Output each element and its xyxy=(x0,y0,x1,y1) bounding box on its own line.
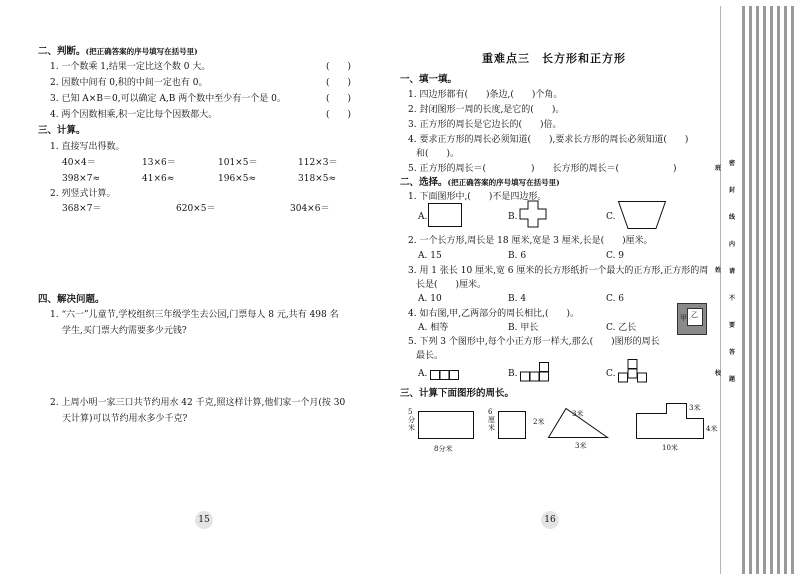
fill-item-2: 2. 封闭图形一周的长度,是它的( )。 xyxy=(408,105,565,115)
binding-stripe-7 xyxy=(784,6,787,574)
binding-char-8: 答 xyxy=(729,349,736,356)
choose-q5-opt-a[interactable]: A. xyxy=(418,369,428,379)
binding-small-top: 班 xyxy=(715,165,722,172)
binding-strip xyxy=(706,0,800,580)
rectangle-shape xyxy=(428,203,462,227)
binding-stripe-6 xyxy=(777,6,780,574)
choose-q4: 4. 如右图,甲,乙两部分的周长相比,( )。 xyxy=(408,309,580,319)
choose-q4-opt-c[interactable]: C. 乙长 xyxy=(606,323,637,333)
judge-paren-3[interactable]: ( ) xyxy=(326,94,352,104)
judge-note: (把正确答案的序号填写在括号里) xyxy=(85,47,198,56)
calc-r2-c4: 318×5≈ xyxy=(298,174,336,184)
choose-q5-line2: 最长。 xyxy=(416,351,444,361)
calc-section-title: 三、计算。 xyxy=(38,125,86,136)
binding-stripe-8 xyxy=(791,6,794,574)
choose-q1: 1. 下面图形中,( )不是四边形。 xyxy=(408,192,547,202)
jia-yi-figure xyxy=(677,303,707,335)
perimeter-section-title: 三、计算下面图形的周长。 xyxy=(400,388,515,399)
choose-note: (把正确答案的序号填写在括号里) xyxy=(447,178,560,187)
choose-q1-opt-a[interactable]: A. xyxy=(418,212,428,222)
judge-paren-1[interactable]: ( ) xyxy=(326,62,352,72)
judge-item-4: 4. 两个因数相乘,积一定比每个因数都大。 xyxy=(50,110,218,120)
binding-line xyxy=(720,6,721,574)
choose-q3-opt-a[interactable]: A. 10 xyxy=(418,294,442,304)
calc-r1-c3: 101×5＝ xyxy=(218,158,258,168)
judge-item-3: 3. 已知 A×B＝0,可以确定 A,B 两个数中至少有一个是 0。 xyxy=(50,94,286,104)
binding-stripe-5 xyxy=(770,6,773,574)
binding-stripe-1 xyxy=(742,6,745,574)
choose-q1-opt-b[interactable]: B. xyxy=(508,212,518,222)
calc-r3-c1: 368×7＝ xyxy=(62,204,102,214)
choose-q4-opt-b[interactable]: B. 甲长 xyxy=(508,323,539,333)
calc-r1-c4: 112×3＝ xyxy=(298,158,338,168)
fig1-bottom-label: 8分米 xyxy=(434,445,453,453)
binding-stripe-4 xyxy=(763,6,766,574)
jia-label: 甲 xyxy=(680,314,687,322)
calc-r3-c2: 620×5＝ xyxy=(176,204,216,214)
calc-r2-c2: 41×6≈ xyxy=(142,174,175,184)
fill-item-5: 5. 正方形的周长＝( ) 长方形的周长＝( ) xyxy=(408,164,677,174)
choose-q2: 2. 一个长方形,周长是 18 厘米,宽是 3 厘米,长是( )厘米。 xyxy=(408,236,653,246)
binding-char-4: 内 xyxy=(729,241,736,248)
calc-r3-c3: 304×6＝ xyxy=(290,204,330,214)
fill-item-1: 1. 四边形都有( )条边,( )个角。 xyxy=(408,90,563,100)
squares-l-shape xyxy=(520,362,550,382)
fill-section-title: 一、填一填。 xyxy=(400,74,458,85)
choose-q2-opt-a[interactable]: A. 15 xyxy=(418,251,442,261)
fig4-bottom-label: 10米 xyxy=(662,444,678,452)
choose-section-title xyxy=(400,177,560,189)
choose-q2-opt-b[interactable]: B. 6 xyxy=(508,251,527,261)
choose-q3-opt-b[interactable]: B. 4 xyxy=(508,294,527,304)
binding-small-mid: 姓 xyxy=(715,267,722,274)
choose-q1-opt-c[interactable]: C. xyxy=(606,212,616,222)
choose-q3-opt-c[interactable]: C. 6 xyxy=(606,294,625,304)
perimeter-rectangle xyxy=(418,411,474,439)
solve-q2-line2: 天计算)可以节约用水多少千克? xyxy=(62,414,188,424)
choose-title: 二、选择。 xyxy=(400,177,448,188)
judge-item-1: 1. 一个数乘 1,结果一定比这个数 0 大。 xyxy=(50,62,211,72)
fig3-bottom-label: 3米 xyxy=(575,442,587,450)
fig4-right-label: 4米 xyxy=(706,425,718,433)
calc-r1-c2: 13×6＝ xyxy=(142,158,176,168)
binding-char-3: 线 xyxy=(729,214,736,221)
fig4-top-label: 3米 xyxy=(689,404,701,412)
binding-stripe-2 xyxy=(749,6,752,574)
trapezoid-shape xyxy=(618,201,666,229)
squares-row-shape xyxy=(430,370,460,380)
page-number-right: 16 xyxy=(541,511,559,529)
judge-title: 二、判断。 xyxy=(38,46,86,57)
choose-q5-line1: 5. 下列 3 个图形中,每个小正方形一样大,那么( )图形的周长 xyxy=(408,337,660,347)
choose-q5-opt-c[interactable]: C. xyxy=(606,369,616,379)
fig3-right-label: 3米 xyxy=(572,410,584,418)
choose-q2-opt-c[interactable]: C. 9 xyxy=(606,251,625,261)
fill-item-3: 3. 正方形的周长是它边长的( )倍。 xyxy=(408,120,562,130)
choose-q4-opt-a[interactable]: A. 相等 xyxy=(418,323,449,333)
fig2-side-label: 6 厘 米 xyxy=(488,408,495,432)
solve-q1-line2: 学生,买门票大约需要多少元钱? xyxy=(62,326,187,336)
choose-q3-line2: 长是( )厘米。 xyxy=(416,280,487,290)
calc-sub1: 1. 直接写出得数。 xyxy=(50,142,125,152)
cross-shape xyxy=(520,201,546,227)
judge-section-title xyxy=(38,46,198,58)
choose-q5-opt-b[interactable]: B. xyxy=(508,369,518,379)
binding-char-1: 密 xyxy=(729,160,736,167)
binding-small-bot: 校 xyxy=(715,370,722,377)
fill-item-4-cont: 和( )。 xyxy=(416,149,460,159)
section-title: 重难点三 长方形和正方形 xyxy=(482,52,626,65)
binding-char-2: 封 xyxy=(729,187,736,194)
calc-sub2: 2. 列竖式计算。 xyxy=(50,189,116,199)
calc-r2-c3: 196×5≈ xyxy=(218,174,256,184)
binding-stripe-3 xyxy=(756,6,759,574)
calc-r2-c1: 398×7≈ xyxy=(62,174,100,184)
fig3-left-label: 2米 xyxy=(533,418,545,426)
judge-paren-2[interactable]: ( ) xyxy=(326,78,352,88)
binding-char-5: 请 xyxy=(729,268,736,275)
calc-r1-c1: 40×4＝ xyxy=(62,158,96,168)
judge-item-2: 2. 因数中间有 0,积的中间一定也有 0。 xyxy=(50,78,208,88)
solve-section-title: 四、解决问题。 xyxy=(38,294,105,305)
judge-paren-4[interactable]: ( ) xyxy=(326,110,352,120)
squares-stair-shape xyxy=(618,359,648,383)
binding-char-9: 题 xyxy=(729,376,736,383)
fill-item-4: 4. 要求正方形的周长必须知道( ),要求长方形的周长必须知道( ) xyxy=(408,135,689,145)
binding-char-6: 不 xyxy=(729,295,736,302)
yi-label: 乙 xyxy=(691,311,698,319)
solve-q1-line1: 1. “六一”儿童节,学校组织三年级学生去公园,门票每人 8 元,共有 498 名 xyxy=(50,310,339,320)
perimeter-square xyxy=(498,411,526,439)
fig1-side-label: 5 分 米 xyxy=(408,408,415,432)
binding-char-7: 要 xyxy=(729,322,736,329)
choose-q3-line1: 3. 用 1 张长 10 厘米,宽 6 厘米的长方形纸折一个最大的正方形,正方形的周 xyxy=(408,266,709,276)
page-number-left: 15 xyxy=(195,511,213,529)
solve-q2-line1: 2. 上周小明一家三口共节约用水 42 千克,照这样计算,他们家一个月(按 30 xyxy=(50,398,346,408)
